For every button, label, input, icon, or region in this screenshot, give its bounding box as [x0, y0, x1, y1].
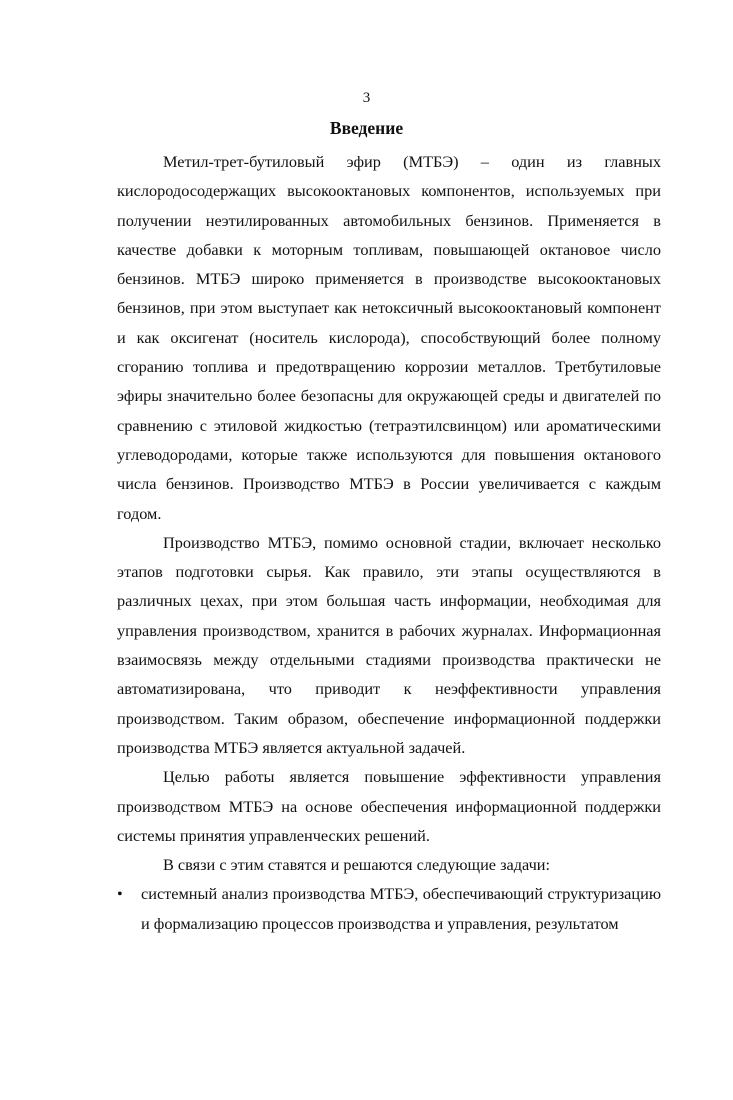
- paragraph-production: Производство МТБЭ, помимо основной стадии, включает несколько этапов подготовки сырья. Как правило, эти этапы осуществляются в различных цехах, при этом большая часть информации, необходимая для управления производством, хранится в рабочих журналах. Информационная взаимосвязь между отдельными стадиями производства практически не автоматизирована, что приводит к неэффективности управления производством. Таким образом, обеспечение информационной поддержки производства МТБЭ является актуальной задачей.: [117, 532, 661, 757]
- section-heading: Введение: [329, 118, 404, 138]
- paragraph-goal: Целью работы является повышение эффективности управления производством МТБЭ на основе обеспечения информационной поддержки системы принятия управленческих решений.: [117, 767, 661, 845]
- paragraph-tasks-intro: В связи с этим ставятся и решаются следующие задачи:: [163, 855, 551, 875]
- list-item: [117, 879, 661, 938]
- list-item-text: системный анализ производства МТБЭ, обеспечивающий структуризацию и формализацию процессов производства и управления, результатом: [141, 884, 661, 933]
- page-number: 3: [362, 90, 371, 106]
- bullet-icon: •: [117, 884, 123, 904]
- paragraph-intro: Метил-трет-бутиловый эфир (МТБЭ) – один из главных кислородосодержащих высокооктановых компонентов, используемых при получении неэтилированных автомобильных бензинов. Применяется в качестве добавки к моторным топливам, повышающей октановое число бензинов. МТБЭ широко применяется в производстве высокооктановых бензинов, при этом выступает как нетоксичный высокооктановый компонент и как оксигенат (носитель кислорода), способствующий более полному сгоранию топлива и предотвращению коррозии металлов. Третбутиловые эфиры значительно более безопасны для окружающей среды и двигателей по сравнению с этиловой жидкостью (тетраэтилсвинцом) или ароматическими углеводородами, которые также используются для повышения октанового числа бензинов. Производство МТБЭ в России увеличивается с каждым годом.: [117, 152, 661, 523]
- document-body: [117, 147, 661, 938]
- task-list: [117, 879, 661, 938]
